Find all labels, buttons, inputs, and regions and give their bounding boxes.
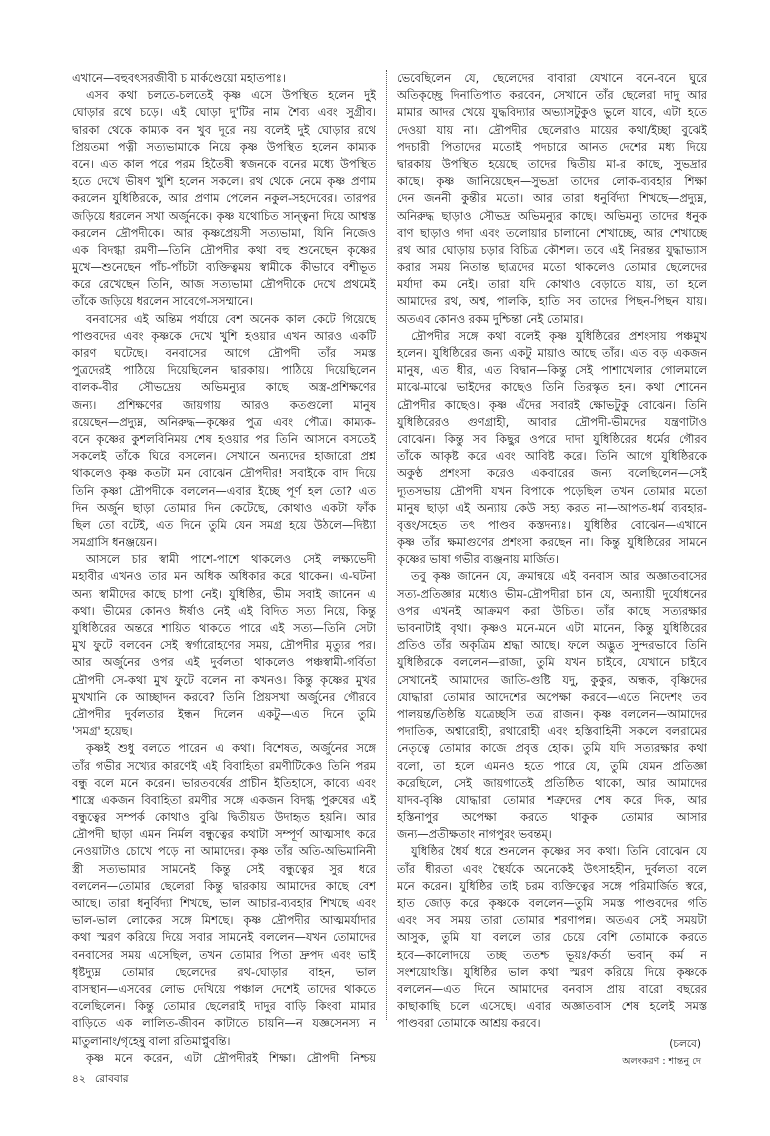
text-line: বনবাসের সময় এসেছিল, তখন তোমার পিতা দ্রুপদ এবং ভাই [72, 947, 376, 962]
text-line: বোঝেন। কিন্তু সব কিছুর ওপরে দাদা যুধিষ্ঠিরের ধর্মের গৌরব [397, 431, 707, 446]
text-line: নেওয়াটাও চোখে পড়ে না আমাদের। কৃষ্ণ তাঁর অতি-অভিমানিনী [72, 844, 376, 859]
text-line: বনবাসের এই অন্তিম পর্যায়ে বেশ অনেক কাল কেটে গিয়েছে [86, 311, 376, 326]
text-line: আসুক, তুমি যা বললে তার চেয়ে বেশি তোমাকে করতে [397, 930, 707, 945]
text-line: পাণ্ডবরা তোমাকে আশ্রয় করবে। [397, 1016, 541, 1031]
text-line: পদচারী পিতাদের মতোই পদচারে আনত দেশের মধ্য দিয়ে [397, 139, 707, 154]
paragraph [397, 328, 707, 569]
text-line: অন্য স্বামীদের কাছে চাপা নেই। যুধিষ্ঠির, ভীম সবাই জানেন এ [72, 586, 376, 601]
text-line: পদাতিক, অশ্বারোহী, রথারোহী এবং হস্তিবাহিনী সকলে বলরামের [397, 724, 707, 739]
text-line: দ্রৌপদীর সঙ্গে কথা বলেই কৃষ্ণ যুধিষ্ঠিরের প্রশংসায় পঞ্চমুখ [411, 328, 707, 343]
paragraph [397, 843, 707, 1032]
text-line: পুত্রদেরই পাঠিয়ে দিয়েছিলেন দ্বারকায়। পাঠিয়ে দিয়েছিলেন [72, 363, 376, 378]
text-line: থাকলেও কৃষ্ণ কতটা মন বোঝেন দ্রৌপদীর! সবাইকে বাদ দিয়ে [72, 466, 376, 481]
text-line: মানুষ, এত ধীর, এত বিদ্বান—কিন্তু সেই পাশাখেলার গোলমালে [397, 363, 707, 378]
text-line: বৃত্তং/সহেত তৎ পাণ্ডব কস্তদন্যঃ। যুধিষ্ঠির বোঝেন—এখানে [397, 517, 707, 532]
page-footer [72, 1072, 135, 1089]
text-line: দেওয়া যায় না। দ্রৌপদীর ছেলেরাও মায়ের কথা/ইচ্ছা বুঝেই [397, 122, 707, 137]
text-line: যুধিষ্ঠিরেরও গুণগ্রাহী, আবার দ্রৌপদী-ভীমদের যন্ত্রণাটাও [397, 414, 707, 429]
text-line: দ্বারকায় উপস্থিত হয়েছে তাদের দ্বিতীয় মা-র কাছে, সুভদ্রার [397, 156, 707, 171]
text-line: ধৃষ্টদ্যুম্ন তোমার ছেলেদের রথ-ঘোড়ার বাহন, ভাল [72, 964, 376, 979]
text-line: মাতুলানাং/গৃহেষু বালা রতিমাপ্নুবন্তি। [72, 1033, 231, 1048]
text-line: ভাবনাটাই বৃথা। কৃষ্ণও মনে-মনে এটা মানেন, কিন্তু যুধিষ্ঠিরের [397, 621, 707, 635]
text-line: যুধিষ্ঠিরের অন্তরে শায়িত থাকতে পারে এই সত্য—তিনি সেটা [72, 621, 376, 635]
text-line: করে রেখেছেন তিনি, আজ সত্যভামা দ্রৌপদীকে দেখে প্রথমেই [72, 277, 376, 292]
text-line: কৃষ্ণই শুধু বলতে পারেন এ কথা। বিশেষত, অর্জুনের সঙ্গে [86, 741, 376, 756]
text-line: বন্ধুত্বের সম্পর্ক কোথাও বুঝি দ্বিতীয়ত উদাহৃত হয়নি। আর [72, 810, 376, 825]
text-line: তিনি কৃষ্ণা দ্রৌপদীকে বললেন—এবার ইচ্ছে পূর্ণ হল তো? এত [72, 483, 376, 498]
text-line: জন্য—প্রতীক্ষতাং নাগপুরং ভবন্তম্। [397, 827, 552, 842]
text-line: অকুণ্ঠ প্রশংসা করেও একবারের জন্য বলেছিলেন—সেই [397, 466, 707, 481]
text-line: করার সময় নিতান্ত ছাত্রদের মতো থাকলেও তোমার ছেলেদের [397, 260, 707, 275]
text-line: যাদব-বৃষ্ণি যোদ্ধারা তোমার শত্রুদের শেষ করে দিক, আর [397, 792, 707, 807]
text-line: আছে। তারা ধনুর্বিদ্যা শিখছে, ভাল আচার-ব্যবহার শিখছে এবং [72, 896, 376, 910]
paragraph [72, 740, 376, 1049]
right-column [397, 70, 707, 1033]
text-line: কৃষ্ণ মনে করেন, এটা দ্রৌপদীরই শিক্ষা। দ্রৌপদী নিশ্চয় [86, 1050, 376, 1065]
text-line: এক বিদগ্ধা রমণী—তিনি দ্রৌপদীর কথা বহু শুনেছেন কৃষ্ণের [72, 242, 376, 257]
text-line: ঘোড়ার রথে চড়ে। এই ঘোড়া দু'টির নাম শৈব্য এবং সুগ্রীব। [72, 105, 376, 120]
text-line: অনিরুদ্ধ ছাড়াও সৌভদ্র অভিমন্যুর কাছে। অভিমন্যু তাদের ধনুক [397, 208, 707, 223]
text-line: দ্রৌপদীর কাছেও। কৃষ্ণ এঁদের সবারই ক্ষোভটুকু বোঝেন। তিনি [397, 397, 707, 412]
text-line: অতএব কোনও রকম দুশ্চিন্তা নেই তোমার। [397, 311, 584, 326]
text-line: বালক-বীর সৌভদ্রেয় অভিমন্যুর কাছে অস্ত্র-প্রশিক্ষণের [72, 380, 376, 395]
text-line: তাঁকে আকৃষ্ট করে এবং আবিষ্ট করে। তিনি আগে যুধিষ্ঠিরকে [397, 449, 707, 464]
text-line: শাস্ত্রে একজন বিবাহিতা রমণীর সঙ্গে একজন বিদগ্ধ পুরুষের এই [72, 792, 376, 807]
text-line: তবু কৃষ্ণ জানেন যে, ক্রমান্বয়ে এই বনবাস আর অজ্ঞাতবাসের [411, 569, 707, 584]
text-line: সংশয়োঽস্তি। যুধিষ্ঠির ভাল কথা স্মরণ করিয়ে দিয়ে কৃষ্ণকে [397, 964, 707, 979]
illustration-credit: অলংকরণ : শান্তনু দে [622, 1056, 701, 1067]
text-line: প্রতিও তাঁর অকৃত্রিম শ্রদ্ধা আছে। ফলে অদ্ভুত সুন্দরভাবে তিনি [397, 638, 707, 653]
text-line: প্রিয়তমা পত্নী সত্যভামাকে নিয়ে কৃষ্ণ উপস্থিত হলেন কাম্যক [72, 139, 376, 154]
text-line: আসলে চার স্বামী পাশে-পাশে থাকলেও সেই লক্ষ্যভেদী [86, 552, 376, 567]
paragraph [397, 70, 707, 328]
text-line: 'সমগ্র' হয়েছ। [72, 724, 133, 739]
text-line: হলেন। যুধিষ্ঠিরের জন্য একটু মায়াও আছে তাঁর। এত বড় একজন [397, 346, 707, 360]
text-line: দ্রৌপদী ছাড়া এমন নির্মল বন্ধুত্বের কথাটা সম্পূর্ণ আত্মসাৎ করে [72, 827, 376, 842]
text-line: বাণ ছাড়াও গদা এবং তলোয়ার চালানো শেখাচ্ছে, আর শেখাচ্ছে [397, 225, 707, 240]
text-line: করেছিলে, সেই জায়গাতেই প্রতিষ্ঠিত থাকো, আর আমাদের [397, 775, 707, 790]
text-line: বনে। এত কাল পরে পরম হিতৈষী স্বজনকে বনের মধ্যে উপস্থিত [72, 156, 376, 171]
text-line: জড়িয়ে ধরলেন সখা অর্জুনকে। কৃষ্ণ যথোচিত সান্ত্বনা দিয়ে আশ্বস্ত [72, 208, 376, 223]
right-column-extras [397, 1035, 707, 1071]
text-line: এখানে—বহুবৎসরজীবী চ মার্কণ্ডেয়ো মহাতপাঃ। [72, 71, 286, 85]
text-line: ওপর এখনই আক্রমণ করা উচিত। তাঁর কাছে সত্যরক্ষার [397, 603, 707, 618]
text-line: কাছাকাছি চলে এসেছে। এবার অজ্ঞাতবাস শেষ হলেই সমস্ত [397, 999, 707, 1014]
text-line: ভেবেছিলেন যে, ছেলেদের বাবারা যেখানে বনে-বনে ঘুরে [397, 71, 707, 85]
text-line: রথ আর ঘোড়ায় চড়ার বিচিত্র কৌশল। তবে এই নিরন্তর যুদ্ধাভ্যাস [397, 242, 707, 257]
text-line: এসব কথা চলতে-চলতেই কৃষ্ণ এসে উপস্থিত হলেন দুই [86, 88, 376, 103]
text-line: রয়েছেন—প্রদ্যুম্ন, অনিরুদ্ধ—কৃষ্ণের পুত্র এবং পৌত্র। কাম্যক- [72, 414, 376, 429]
text-line: করলেন যুধিষ্ঠিরকে, আর প্রণাম পেলেন নকুল-সহদেবের। তারপর [72, 191, 376, 206]
page-number: ৪২ [72, 1073, 86, 1085]
text-line: তাঁকে জড়িয়ে ধরলেন সাবেগে-সসম্মানে। [72, 294, 253, 309]
column-divider [386, 70, 387, 1020]
text-line: মুখখানি কে আচ্ছাদন করবে? তিনি প্রিয়সখা অর্জুনের গৌরবে [72, 689, 376, 704]
text-line: দ্রৌপদীর দুর্বলতার ইন্ধন দিলেন একটু—এত দিনে তুমি [72, 706, 376, 721]
text-line: হতে দেখে ভীষণ খুশি হলেন সকলে। রথ থেকে নেমে কৃষ্ণ প্রণাম [72, 174, 376, 189]
text-line: এবং সব সময় তারা তোমার শরণাপন্ন। অতএব সেই সময়টা [397, 913, 707, 928]
text-line: যোদ্ধারা তোমার আদেশের অপেক্ষা করবে—এতে নিদেশং তব [397, 689, 707, 704]
text-line: সেখানেই আমাদের জাতি-গুষ্টি যদু, কুকুর, অন্ধক, বৃষ্ণিদের [397, 672, 707, 687]
text-line: দিন অর্জুন ছাড়া তোমার দিন কেটেছে, কোথাও একটা ফাঁক [72, 500, 376, 515]
text-line: অতিকৃচ্ছ্রে দিনাতিপাত করবেন, সেখানে তাঁর ছেলেরা দাদু আর [397, 88, 707, 103]
text-line: স্ত্রী সত্যভামার সামনেই কিন্তু সেই বন্ধুত্বের সুর ধরে [72, 861, 376, 876]
text-line: বন্ধু বলে মনে করেন। ভারতবর্ষের প্রাচীন ইতিহাসে, কাব্যে এবং [72, 775, 376, 790]
text-line: তাঁর ধীরতা এবং স্থৈর্যকে অনেকেই উৎসাহহীন, দুর্বলতা বলে [397, 861, 707, 876]
text-line: ছিল তো বটেই, এত দিনে তুমি যেন সমগ্র হয়ে উঠলে—দিষ্ট্যা [72, 517, 376, 532]
text-line: মর্যাদা কম নেই। তারা যদি কোথাও বেড়াতে যায়, তা হলে [397, 277, 707, 292]
paragraph [397, 568, 707, 843]
text-line: মাঝে-মাঝে ভাইদের কাছেও তিনি তিরস্কৃত হন। কথা শোনেন [397, 380, 707, 395]
text-line: যুধিষ্ঠির ধৈর্য ধরে শুনলেন কৃষ্ণের সব কথা। তিনি বোঝেন যে [411, 844, 707, 859]
text-line: দ্বারকা থেকে কাম্যক বন খুব দূরে নয় বলেই দুই ঘোড়ার রথে [72, 122, 376, 137]
text-line: দ্যূতসভায় দ্রৌপদী যখন বিপাকে পড়েছিল তখন তোমার মতো [397, 483, 707, 498]
text-line: সত্য-প্রতিজ্ঞার মধ্যেও ভীম-দ্রৌপদীরা চান যে, অন্যায়ী দুর্যোধনের [397, 586, 707, 601]
paragraph [72, 551, 376, 740]
text-line: বলেছিলেন। কিন্তু তোমার ছেলেরাই দাদুর বাড়ি কিংবা মামার [72, 999, 376, 1014]
text-line: হাত জোড় করে কৃষ্ণকে বললেন—তুমি সমস্ত পাণ্ডবদের গতি [397, 896, 707, 910]
continued-note: (চলবে) [669, 1038, 701, 1050]
paragraph [72, 311, 376, 552]
text-line: মনে করেন। যুধিষ্ঠির তাই চরম ব্যক্তিত্বের সঙ্গে পরিমার্জিত স্বরে, [397, 878, 707, 893]
text-line: নেতৃত্বে তোমার কাজে প্রবৃত্ত হোক। তুমি যদি সত্যরক্ষার কথা [397, 741, 707, 756]
text-line: পাণ্ডবদের এবং কৃষ্ণকে দেখে খুশি হওয়ার এখন আরও একটি [72, 328, 376, 343]
text-line: কাছে। কৃষ্ণ জানিয়েছেন—সুভদ্রা তাদের লোক-ব্যবহার শিক্ষা [397, 174, 707, 189]
text-line: আমাদের রথ, অশ্ব, পালকি, হাতি সব তাদের পিছন-পিছন যায়। [397, 294, 707, 309]
text-line: সমগ্রাসি ধনঞ্জয়েন। [72, 535, 158, 550]
text-line: বাড়িতে এক লালিত-জীবন কাটাতে চায়নি—ন যজ্ঞসেনস্য ন [72, 1016, 376, 1031]
text-line: কথা স্মরণ করিয়ে দিয়ে সবার সামনেই বললেন—যখন তোমাদের [72, 930, 376, 945]
text-line: কারণ ঘটেছে। বনবাসের আগে দ্রৌপদী তাঁর সমস্ত [72, 346, 376, 360]
text-line: দ্রৌপদী সে-কথা মুখ ফুটে বলেন না কখনও। কিন্তু কৃষ্ণের মুখর [72, 672, 376, 687]
text-line: ভাল-ভাল লোকের সঙ্গে মিশছে। কৃষ্ণ দ্রৌপদীর আত্মমর্যাদার [72, 913, 376, 928]
text-line: মুখ ফুটে বলবেন সেই স্বর্গারোহণের সময়, দ্রৌপদীর মৃত্যুর পর। [72, 638, 376, 653]
text-line: হস্তিনাপুর অপেক্ষা করতে থাকুক তোমার আসার [397, 810, 707, 825]
paragraph [72, 70, 376, 87]
text-line: কৃষ্ণের ভাষা গভীর ব্যঞ্জনায় মার্জিত। [397, 552, 559, 567]
text-line: জন্য। প্রশিক্ষণের জায়গায় আরও কতগুলো মানুষ [72, 397, 376, 412]
left-column [72, 70, 376, 1067]
text-line: বললেন—তোমার ছেলেরা কিন্তু দ্বারকায় আমাদের কাছে বেশ [72, 878, 376, 893]
text-line: যুধিষ্ঠিরকে বললেন—রাজা, তুমি যখন চাইবে, যেখানে চাইবে [397, 655, 707, 670]
text-line: বললেন—এত দিনে আমাদের বনবাস প্রায় বারো বছরের [397, 981, 707, 996]
text-line: আর অর্জুনের ওপর এই দুর্বলতা থাকলেও পঞ্চস্বামী-গর্বিতা [72, 655, 376, 670]
text-line: মুখে—শুনেছেন পাঁচ-পাঁচটা ব্যক্তিত্বময় স্বামীকে কীভাবে বশীভূত [72, 260, 376, 275]
text-line: তাঁর গভীর সখ্যের কারণেই এই বিবাহিতা রমণীটিকেও তিনি পরম [72, 758, 376, 773]
text-line: দেন জননী কুন্তীর মতো। আর তারা ধনুর্বিদ্যা শিখছে—প্রদ্যুম্ন, [397, 191, 707, 206]
text-line: সকলেই তাঁকে ঘিরে বসলেন। সেখানে অন্যদের হাজারো প্রশ্ন [72, 449, 376, 464]
text-line: বনে কৃষ্ণের কুশলবিনিময় শেষ হওয়ার পর তিনি আসনে বসতেই [72, 431, 376, 446]
text-line: বাসস্থান—এসবের লোভ দেখিয়ে পঞ্চাল দেশেই তাদের থাকতে [72, 981, 376, 996]
text-line: হবে—কালোদয়ে তচ্ছ ততশ্চ ভূয়ঃ/কর্তা ভবান্ কর্ম ন [397, 947, 707, 962]
text-line: বলো, তা হলে এমনও হতে পারে যে, তুমি যেমন প্রতিজ্ঞা [397, 758, 707, 773]
paragraph [72, 1050, 376, 1067]
text-line: মামার আদর খেয়ে যুদ্ধবিদ্যার অভ্যাসটুকুও ভুলে যাবে, এটা হতে [397, 105, 707, 120]
text-line: মহাবীর এখনও তার মন অধিক অধিকার করে থাকেন। এ-ঘটনা [72, 569, 376, 584]
text-line: মানুষ ছাড়া এই অন্যায় কেউ সহ্য করত না—আপত-ধর্ম ব্যবহার- [397, 500, 707, 515]
text-line: পালয়ন্ত/তিষ্ঠন্তি যত্রেচ্ছসি তত্র রাজন। কৃষ্ণ বললেন—আমাদের [397, 706, 707, 721]
paragraph [72, 87, 376, 310]
text-line: কথা। ভীমের কোনও ঈর্ষাও নেই এই বিদিত সত্য নিয়ে, কিন্তু [72, 603, 376, 618]
text-line: করলেন দ্রৌপদীকে। আর কৃষ্ণপ্রেয়সী সত্যভামা, যিনি নিজেও [72, 225, 376, 240]
text-line: কৃষ্ণ তাঁর ক্ষমাগুণের প্রশংসা করছেন না। কিন্তু যুধিষ্ঠিরের সামনে [397, 535, 707, 550]
publication-name: রোববার [94, 1073, 129, 1085]
